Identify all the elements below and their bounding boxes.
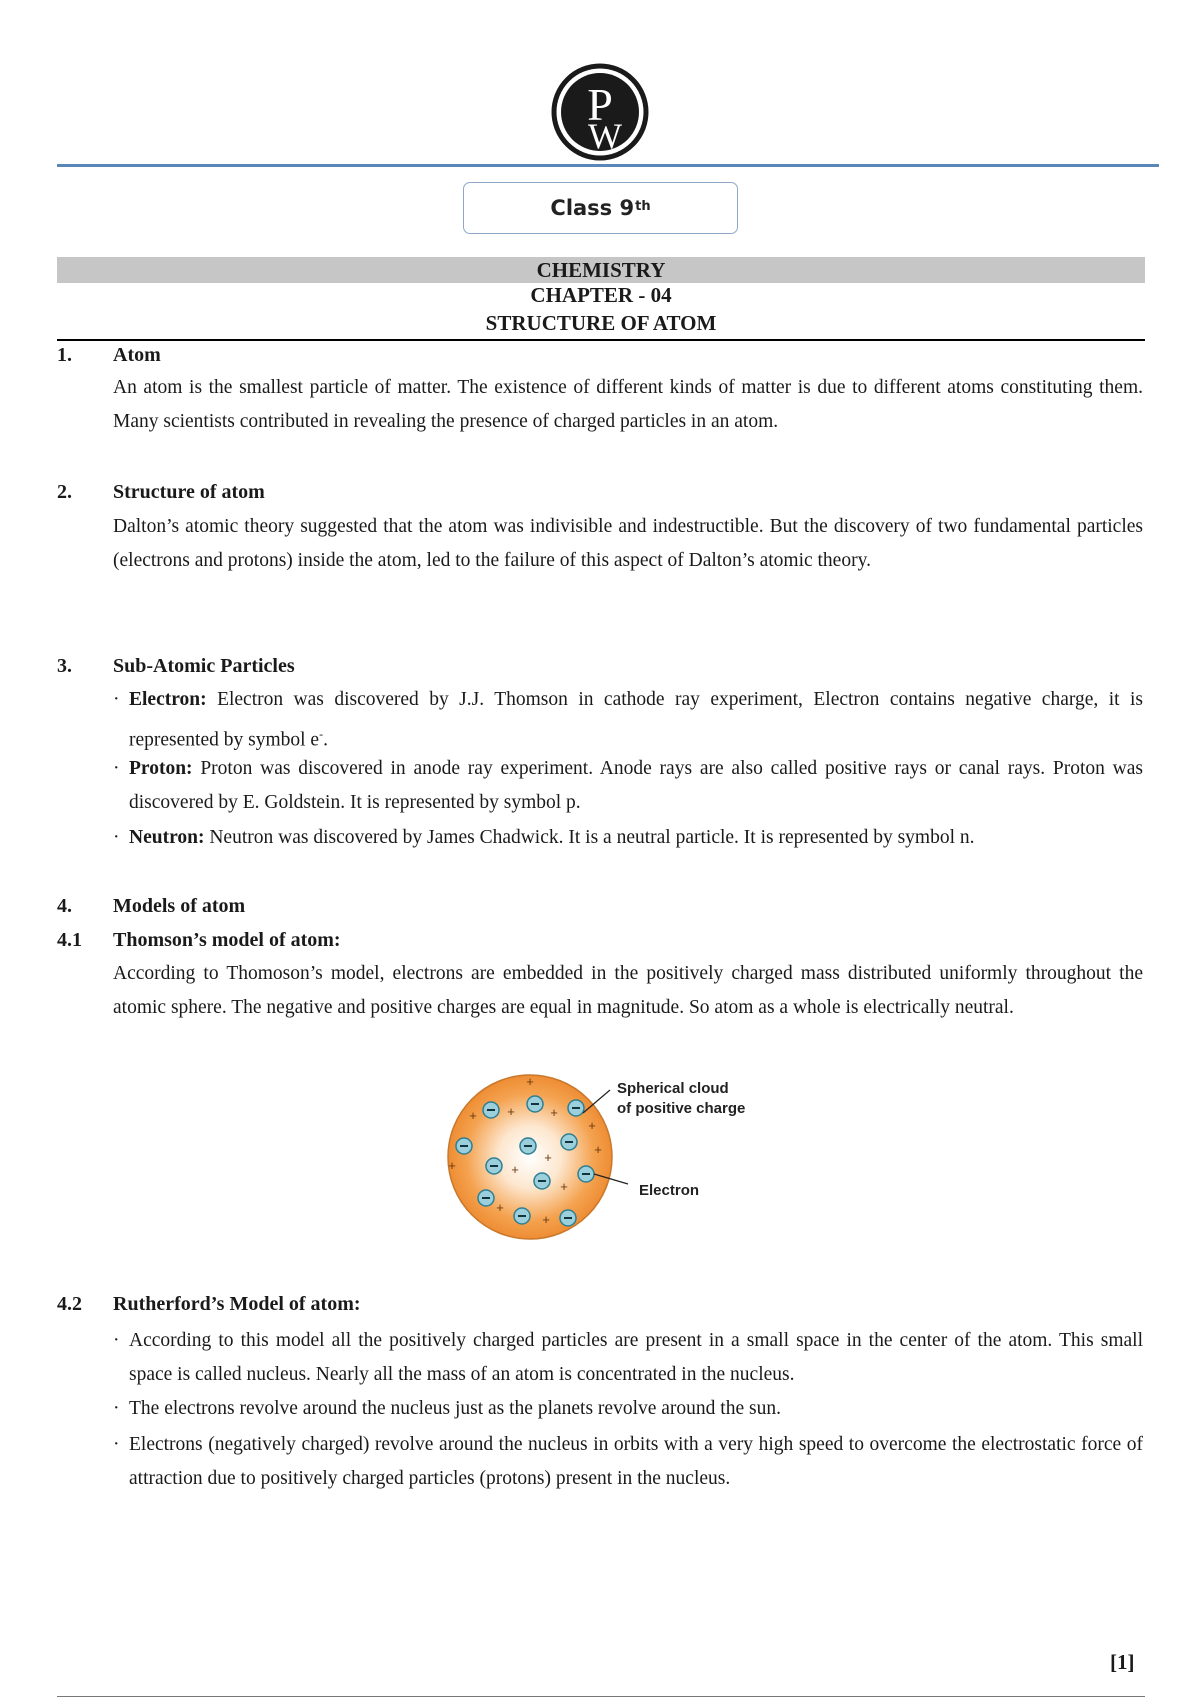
list-item-neutron [113, 821, 1143, 855]
svg-text:+: + [544, 1150, 552, 1165]
header-rule [57, 164, 1159, 167]
section-1-title: Atom [113, 344, 161, 366]
rutherford-point-2 [113, 1392, 1143, 1426]
bullet-icon: · [113, 758, 120, 779]
bullet-icon: · [113, 1434, 120, 1455]
section-4-1-number: 4.1 [57, 929, 82, 951]
section-1-text: An atom is the smallest particle of matter. The existence of different kinds of matter is due to different atoms constituting them. Many scientists contributed in revealing the presence of charged particles in an atom. [113, 377, 1143, 432]
svg-text:+: + [550, 1105, 558, 1120]
section-2-number: 2. [57, 481, 72, 503]
section-2-text: Dalton’s atomic theory suggested that the atom was indivisible and indestructible. But the discovery of two fundamental particles (electrons and protons) inside the atom, led to the failure of this aspect of Dalton’s atomic theory. [113, 516, 1143, 571]
item-text: Neutron was discovered by James Chadwick. It is a neutral particle. It is represented by symbol n. [204, 827, 975, 848]
section-4-number: 4. [57, 895, 72, 917]
class-sup: th [635, 198, 651, 214]
item-label: Electron: [129, 689, 207, 710]
subject-title: CHEMISTRY [57, 257, 1145, 283]
thomson-model-diagram [440, 1064, 770, 1254]
logo-letter-w: W [588, 116, 622, 156]
rutherford-point-1 [113, 1324, 1143, 1392]
svg-text:+: + [507, 1104, 515, 1119]
svg-text:+: + [469, 1108, 477, 1123]
footer-rule [57, 1696, 1145, 1697]
item-label: Proton: [129, 758, 193, 779]
label-electron: Electron [639, 1182, 700, 1199]
section-1-number: 1. [57, 344, 72, 366]
section-4-1-text: According to Thomoson’s model, electrons are embedded in the positively charged mass distributed uniformly throughout the atomic sphere. The negative and positive charges are equal in magnitude. So atom as a whole is electrically neutral. [113, 963, 1143, 1018]
bullet-icon: · [113, 827, 120, 848]
bullet-icon: · [113, 689, 120, 710]
item-label: Neutron: [129, 827, 205, 848]
section-4-title: Models of atom [113, 895, 246, 917]
class-badge [463, 182, 738, 234]
svg-text:+: + [542, 1212, 550, 1227]
list-item-proton [113, 752, 1143, 820]
section-4-1-title: Thomson’s model of atom: [113, 929, 341, 951]
page-number: [1] [1110, 1650, 1135, 1674]
point-text: Electrons (negatively charged) revolve around the nucleus in orbits with a very high speed to overcome the electrostatic force of attraction due to positively charged particles (protons) present in the nucleus. [129, 1434, 1143, 1489]
section-3-number: 3. [57, 655, 72, 677]
section-3-title: Sub-Atomic Particles [113, 655, 295, 677]
item-tail: . [323, 729, 328, 751]
item-text: Electron was discovered by J.J. Thomson in cathode ray experiment, Electron contains negative charge, it is represented by symbol e [129, 689, 1143, 751]
pw-logo [550, 60, 650, 172]
chapter-title: STRUCTURE OF ATOM [485, 311, 717, 335]
svg-text:+: + [594, 1142, 602, 1157]
svg-text:+: + [526, 1074, 534, 1089]
rutherford-point-3 [113, 1428, 1143, 1496]
bullet-icon: · [113, 1398, 120, 1419]
section-4-2-title: Rutherford’s Model of atom: [113, 1293, 361, 1315]
label-positive-charge: of positive charge [617, 1100, 746, 1117]
list-item-electron [113, 683, 1143, 758]
class-label: Class 9 [550, 196, 635, 220]
label-spherical-cloud: Spherical cloud [617, 1080, 729, 1097]
logo-letter-p: P [587, 79, 613, 130]
bullet-icon: · [113, 1330, 120, 1351]
svg-text:+: + [588, 1118, 596, 1133]
section-2-title: Structure of atom [113, 481, 265, 503]
item-text: Proton was discovered in anode ray experiment. Anode rays are also called positive rays or canal rays. Proton was discovered by E. Goldstein. It is represented by symbol p. [129, 758, 1143, 813]
svg-text:+: + [496, 1200, 504, 1215]
point-text: According to this model all the positively charged particles are present in a small space in the center of the atom. This small space is called nucleus. Nearly all the mass of an atom is concentrated in the nucleus. [129, 1330, 1143, 1385]
title-rule [57, 339, 1145, 341]
svg-text:+: + [560, 1179, 568, 1194]
point-text: The electrons revolve around the nucleus just as the planets revolve around the sun. [129, 1398, 781, 1419]
chapter-label: CHAPTER - 04 [530, 283, 672, 307]
svg-text:+: + [511, 1162, 519, 1177]
section-4-2-number: 4.2 [57, 1293, 82, 1315]
item-sup: - [319, 727, 324, 741]
svg-text:+: + [448, 1158, 456, 1173]
